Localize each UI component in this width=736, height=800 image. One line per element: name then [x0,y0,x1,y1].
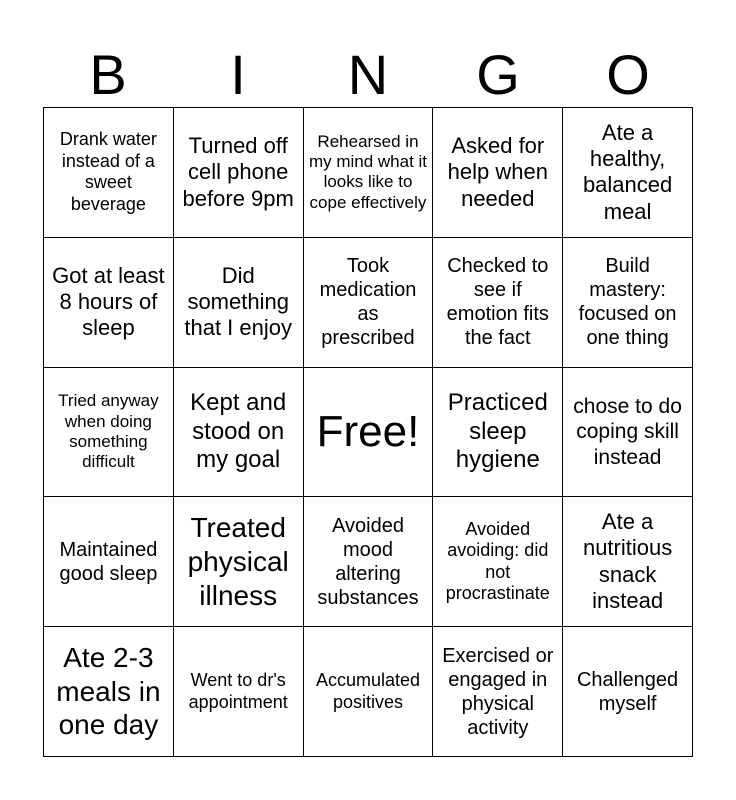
header-letter-i: I [230,43,246,106]
bingo-cell[interactable]: Ate a healthy, balanced meal [563,108,693,238]
bingo-header [43,42,693,108]
bingo-cell[interactable]: Maintained good sleep [44,497,174,627]
bingo-cell[interactable]: Went to dr's appointment [174,627,304,757]
bingo-cell[interactable]: Got at least 8 hours of sleep [44,238,174,368]
header-letter-o: O [606,43,650,106]
bingo-cell[interactable]: Ate 2-3 meals in one day [44,627,174,757]
bingo-board [43,107,693,757]
bingo-cell[interactable]: Practiced sleep hygiene [433,368,563,498]
bingo-cell[interactable]: Tried anyway when doing something difficult [44,368,174,498]
bingo-cell[interactable]: Drank water instead of a sweet beverage [44,108,174,238]
bingo-cell[interactable]: Did something that I enjoy [174,238,304,368]
bingo-cell[interactable]: Turned off cell phone before 9pm [174,108,304,238]
bingo-cell[interactable]: Exercised or engaged in physical activity [433,627,563,757]
bingo-cell[interactable]: Took medication as prescribed [304,238,434,368]
bingo-cell[interactable]: Kept and stood on my goal [174,368,304,498]
bingo-cell[interactable]: Treated physical illness [174,497,304,627]
header-letter-n: N [347,43,389,106]
bingo-cell[interactable]: Avoided avoiding: did not procrastinate [433,497,563,627]
bingo-cell[interactable]: Asked for help when needed [433,108,563,238]
free-space-cell[interactable]: Free! [304,368,434,498]
bingo-cell[interactable]: Rehearsed in my mind what it looks like to cope effectively [304,108,434,238]
bingo-cell[interactable]: Checked to see if emotion fits the fact [433,238,563,368]
header-letter-b: B [89,43,127,106]
header-letter-g: G [476,43,520,106]
bingo-cell[interactable]: Accumulated positives [304,627,434,757]
bingo-cell[interactable]: Ate a nutritious snack instead [563,497,693,627]
bingo-cell[interactable]: Build mastery: focused on one thing [563,238,693,368]
bingo-cell[interactable]: Avoided mood altering substances [304,497,434,627]
bingo-cell[interactable]: Challenged myself [563,627,693,757]
bingo-cell[interactable]: chose to do coping skill instead [563,368,693,498]
